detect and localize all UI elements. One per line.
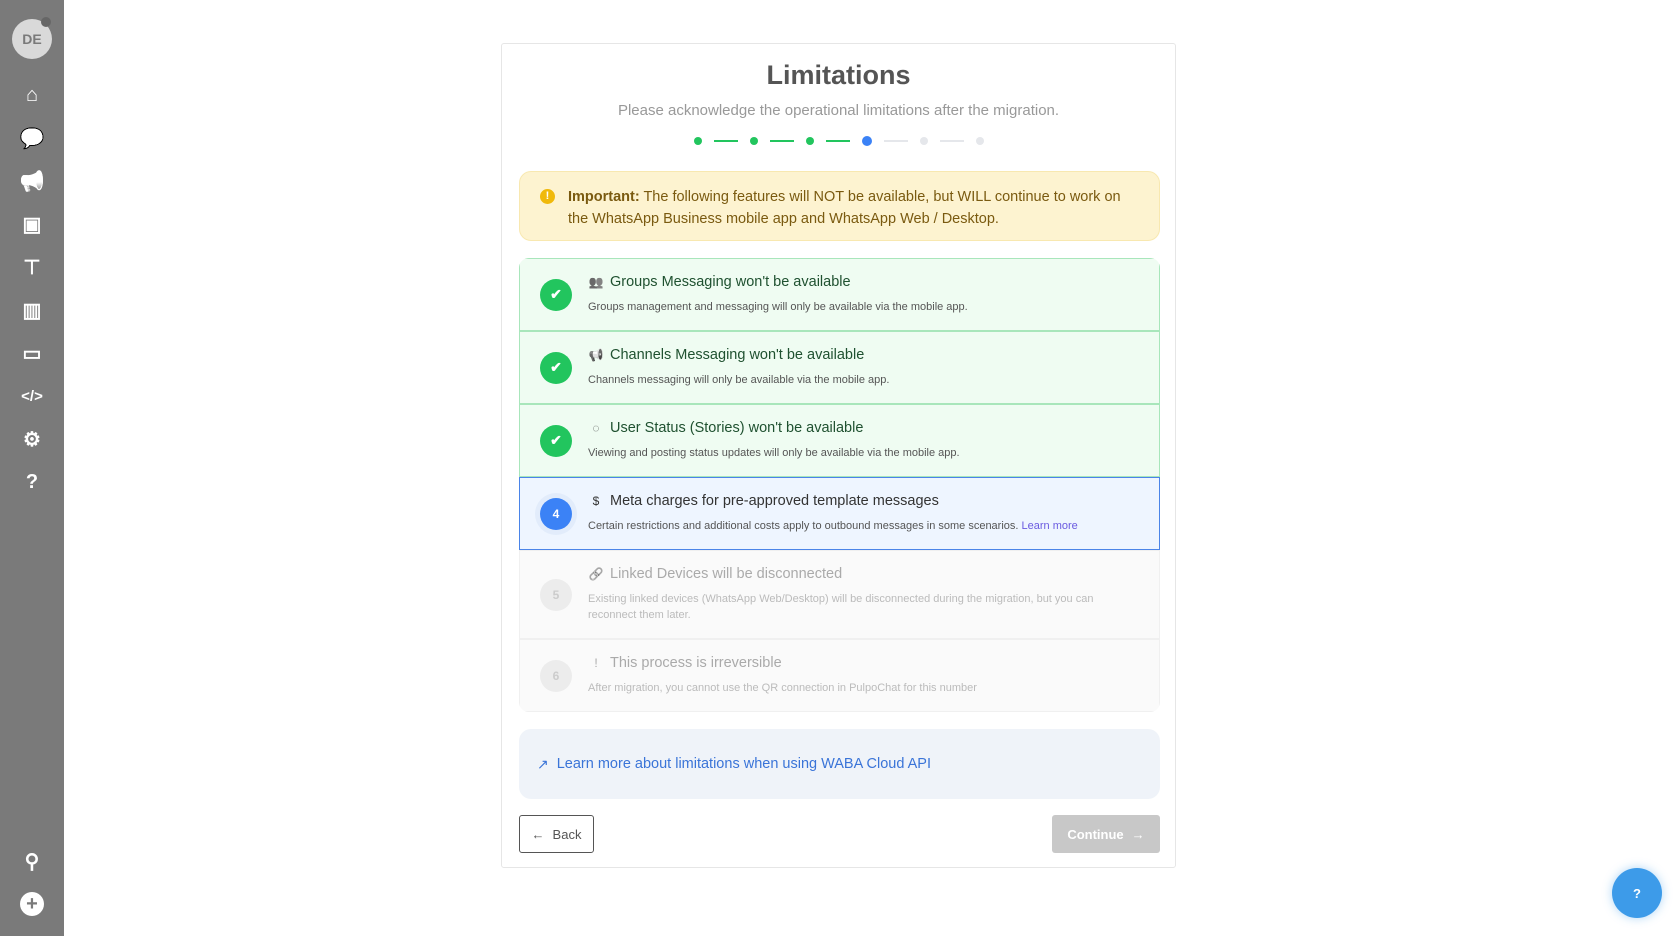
item-title-row	[588, 274, 851, 290]
item-icon: ◌	[592, 421, 600, 435]
help-icon: ?	[25, 470, 39, 493]
item-title: Channels Messaging won't be available	[610, 347, 865, 363]
progress-stepper	[502, 136, 1175, 146]
check-badge	[540, 425, 572, 457]
item-icon: !	[594, 656, 598, 670]
settings-icon: ⚙	[23, 428, 41, 451]
sidebar-item-help[interactable]	[0, 467, 64, 497]
important-alert	[519, 171, 1160, 241]
arrow-left-icon: ←	[531, 826, 545, 842]
item-description	[588, 445, 1109, 461]
item-description	[588, 591, 1109, 623]
step-number-badge	[540, 498, 572, 530]
help-chat-button[interactable]	[1612, 868, 1662, 918]
sidebar-item-developers[interactable]	[0, 381, 64, 411]
info-icon: !	[540, 189, 555, 204]
sidebar-item-files[interactable]	[0, 338, 64, 368]
check-badge	[540, 352, 572, 384]
continue-button[interactable]	[1052, 815, 1160, 853]
item-icon: 🔗	[588, 567, 604, 581]
developers-icon: </>	[21, 387, 43, 405]
item-title: Linked Devices will be disconnected	[610, 566, 843, 582]
arrow-right-icon: →	[1131, 826, 1145, 842]
limitation-item	[519, 477, 1160, 550]
reports-icon: ▥	[22, 299, 42, 322]
step-number: 6	[552, 668, 560, 683]
item-title-row	[588, 655, 782, 671]
back-label: Back	[552, 826, 582, 842]
item-title: Meta charges for pre-approved template messages	[610, 493, 939, 509]
external-link-icon: ↗	[537, 755, 549, 772]
sidebar-item-campaigns[interactable]	[0, 166, 64, 196]
step-number-badge	[540, 660, 572, 692]
item-description	[588, 518, 1109, 534]
page-subtitle: Please acknowledge the operational limitations after the migration.	[617, 102, 1060, 119]
item-desc-text: After migration, you cannot use the QR connection in PulpoChat for this number	[588, 682, 977, 694]
check-icon: ✔	[550, 286, 562, 302]
sidebar-item-add[interactable]	[0, 889, 64, 919]
step-dot	[806, 137, 814, 145]
sidebar-item-chats[interactable]	[0, 123, 64, 153]
step-dot	[750, 137, 758, 145]
step-dot	[694, 137, 702, 145]
status-dot	[41, 17, 51, 27]
step-connector	[940, 140, 964, 142]
continue-label: Continue	[1067, 826, 1124, 842]
learn-more-inline-link[interactable]: Learn more	[1021, 520, 1078, 532]
limitation-item	[519, 258, 1160, 331]
item-title: User Status (Stories) won't be available	[610, 420, 864, 436]
sidebar	[0, 0, 64, 936]
alert-strong: Important:	[568, 189, 640, 205]
sidebar-item-flows[interactable]	[0, 252, 64, 282]
limitations-card	[501, 43, 1176, 868]
item-icon: 👥	[588, 275, 604, 289]
step-number-badge	[540, 579, 572, 611]
page-title: Limitations	[766, 60, 911, 90]
chat-help-icon: ?	[1633, 885, 1641, 901]
item-description	[588, 372, 1109, 388]
sidebar-item-contacts[interactable]	[0, 209, 64, 239]
limitations-list	[519, 258, 1160, 712]
step-connector	[770, 140, 794, 142]
item-desc-text: Existing linked devices (WhatsApp Web/Desktop) will be disconnected during the migration, but you can reconnect them later.	[588, 593, 1094, 621]
add-icon: +	[20, 892, 44, 916]
item-title: Groups Messaging won't be available	[610, 274, 851, 290]
item-title-row	[588, 420, 863, 436]
item-title-row	[588, 347, 864, 363]
limitation-item	[519, 331, 1160, 404]
limitation-item	[519, 550, 1160, 639]
check-badge	[540, 279, 572, 311]
item-icon: 📢	[588, 348, 604, 362]
item-desc-text: Certain restrictions and additional costs apply to outbound messages in some scenarios.	[588, 520, 1019, 532]
campaigns-icon: 📢	[19, 170, 45, 193]
contacts-icon: ▣	[22, 213, 42, 236]
files-icon: ▭	[22, 342, 42, 365]
sidebar-item-settings[interactable]	[0, 424, 64, 454]
search-icon: ⚲	[24, 850, 40, 873]
step-connector	[826, 140, 850, 142]
step-connector	[884, 140, 908, 142]
item-desc-text: Channels messaging will only be available via the mobile app.	[588, 374, 890, 386]
learn-more-link[interactable]: Learn more about limitations when using WABA Cloud API	[556, 756, 931, 772]
step-number: 4	[552, 506, 560, 521]
step-number: 5	[552, 587, 560, 602]
step-dot	[976, 137, 984, 145]
item-title: This process is irreversible	[610, 655, 782, 671]
limitation-item	[519, 404, 1160, 477]
item-icon: $	[592, 494, 600, 508]
chats-icon: 💬	[19, 127, 45, 150]
step-dot	[862, 136, 872, 146]
flows-icon: ⊤	[23, 256, 41, 279]
check-icon: ✔	[550, 432, 562, 448]
learn-more-box	[519, 729, 1160, 799]
alert-text: The following features will NOT be available, but WILL continue to work on the WhatsApp Business mobile app and WhatsApp Web / Desktop.	[568, 189, 1121, 227]
sidebar-item-reports[interactable]	[0, 295, 64, 325]
item-desc-text: Groups management and messaging will only be available via the mobile app.	[588, 301, 968, 313]
user-avatar[interactable]: DE	[12, 19, 52, 59]
item-desc-text: Viewing and posting status updates will only be available via the mobile app.	[588, 447, 960, 459]
sidebar-item-search[interactable]	[0, 846, 64, 876]
step-dot	[920, 137, 928, 145]
back-button[interactable]	[519, 815, 594, 853]
home-icon: ⌂	[25, 83, 39, 106]
sidebar-item-home[interactable]	[0, 80, 64, 110]
item-title-row	[588, 493, 939, 509]
item-title-row	[588, 566, 842, 582]
step-connector	[714, 140, 738, 142]
check-icon: ✔	[550, 359, 562, 375]
item-description	[588, 299, 1109, 315]
limitation-item	[519, 639, 1160, 712]
item-description	[588, 680, 1109, 696]
